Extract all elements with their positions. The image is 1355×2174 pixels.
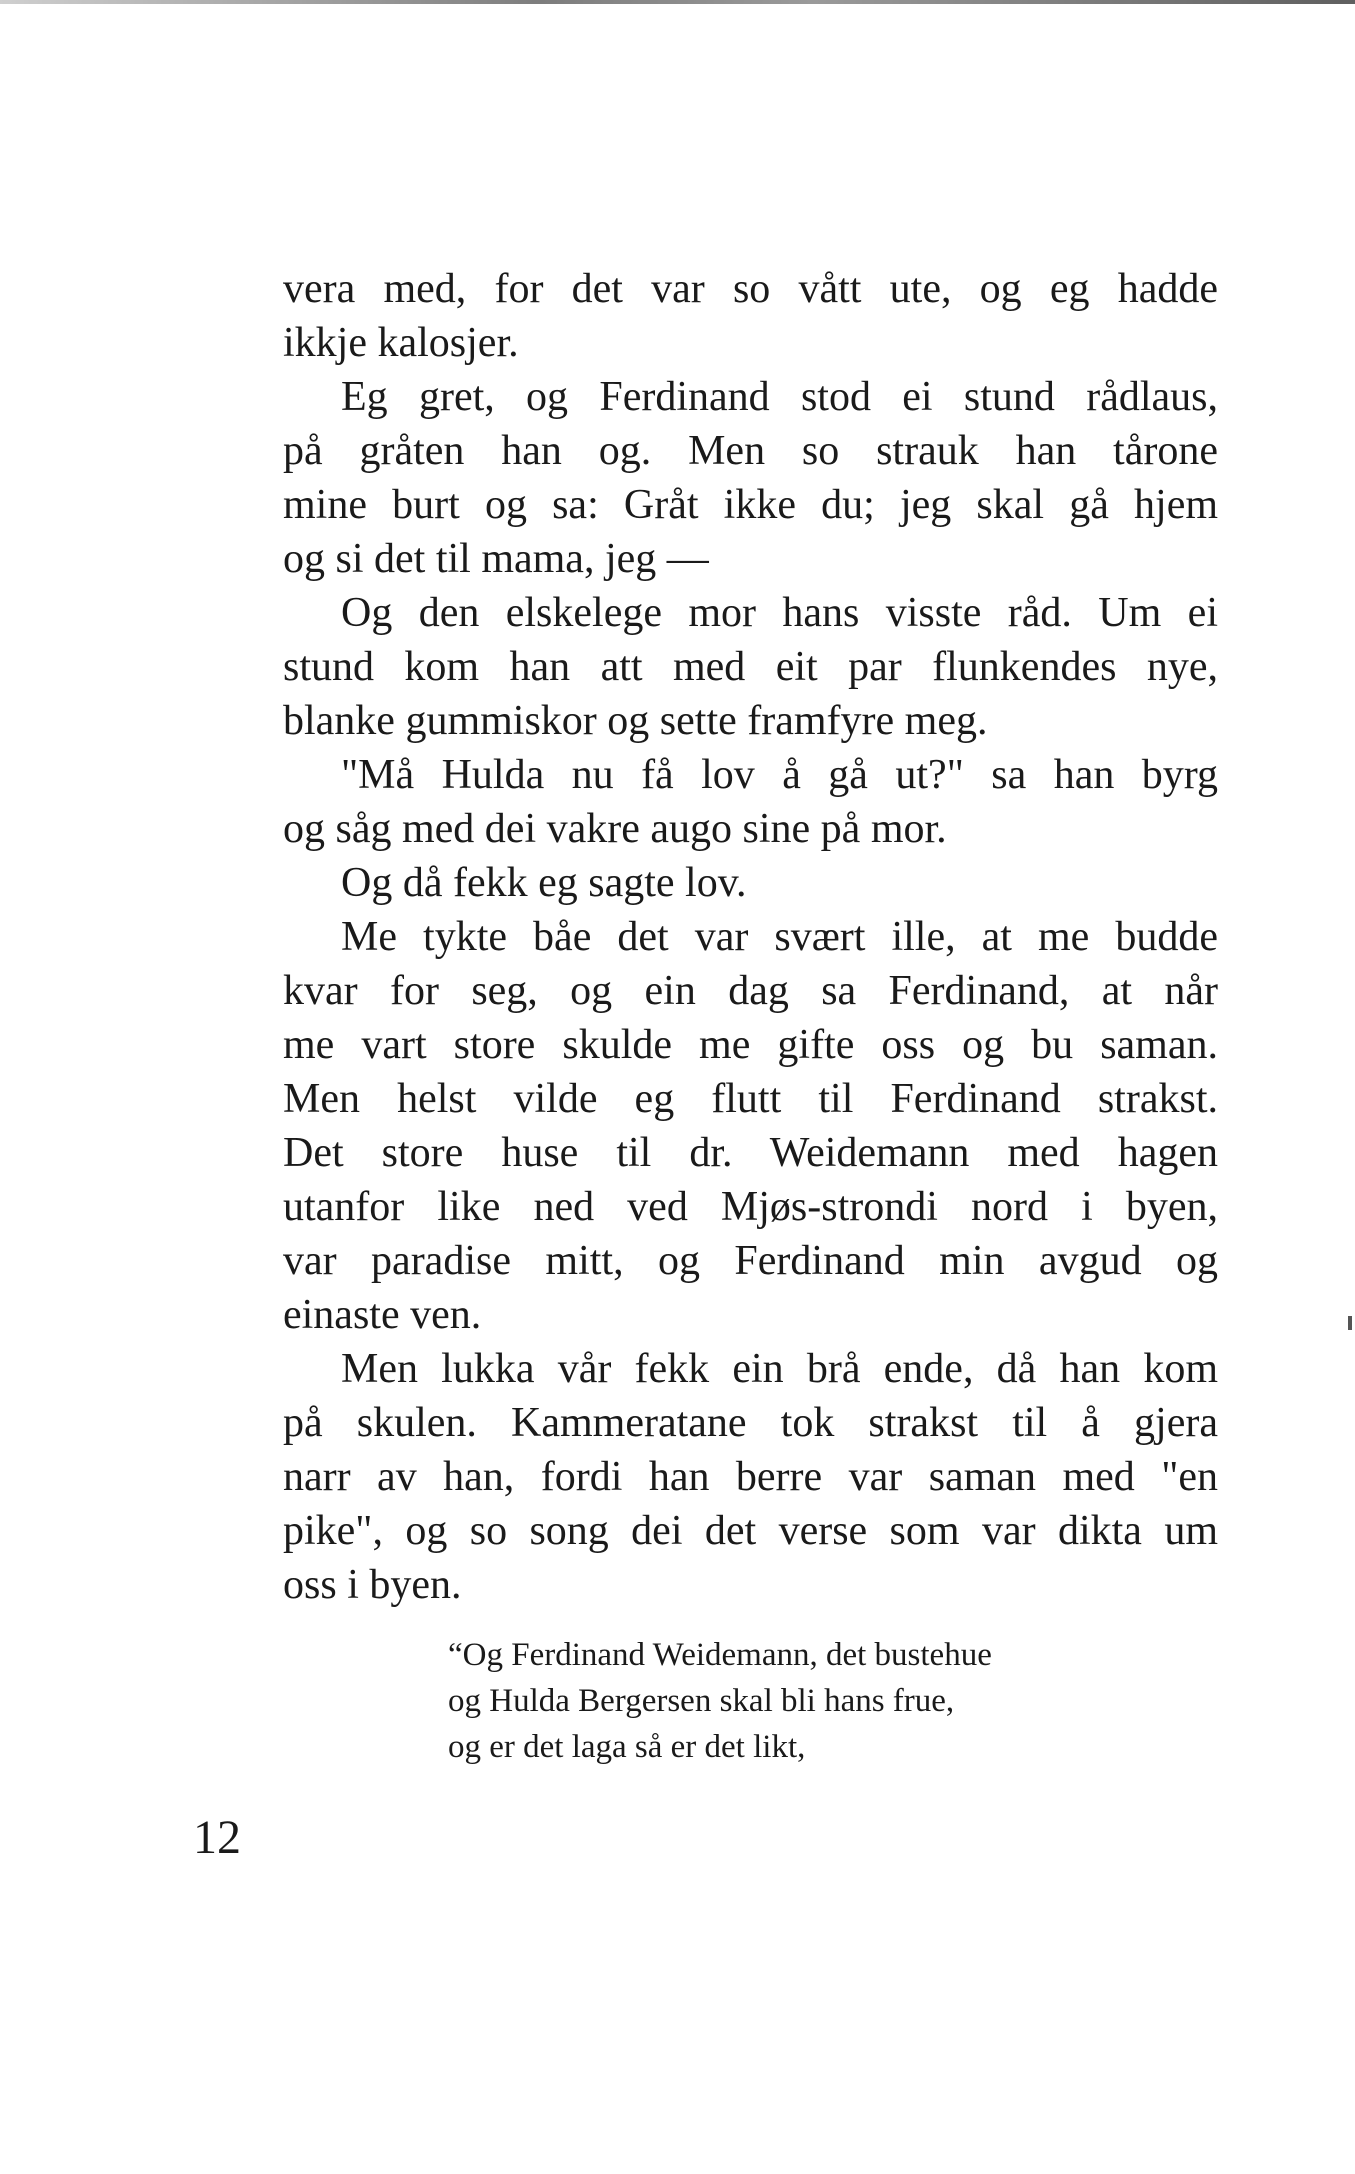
- text-line: einaste ven.: [283, 1292, 482, 1338]
- text-line: på gråten han og. Men so strauk han tårone: [283, 428, 1218, 474]
- text-line: blanke gummiskor og sette framfyre meg.: [283, 698, 988, 744]
- verse-line: og er det laga så er det likt,: [448, 1729, 806, 1765]
- verse-quote: [448, 1632, 1168, 1770]
- text-line: stund kom han att med eit par flunkendes nye,: [283, 644, 1218, 690]
- text-line: mine burt og sa: Gråt ikke du; jeg skal gå hjem: [283, 482, 1218, 528]
- text-line: kvar for seg, og ein dag sa Ferdinand, at når: [283, 968, 1218, 1014]
- verse-line: og Hulda Bergersen skal bli hans frue,: [448, 1683, 955, 1719]
- text-line: var paradise mitt, og Ferdinand min avgud og: [283, 1238, 1218, 1284]
- text-line: Og den elskelege mor hans visste råd. Um ei: [341, 590, 1218, 636]
- text-line: og såg med dei vakre augo sine på mor.: [283, 806, 947, 852]
- text-line: me vart store skulde me gifte oss og bu saman.: [283, 1022, 1218, 1068]
- text-line: narr av han, fordi han berre var saman med "en: [283, 1454, 1218, 1500]
- text-line: "Må Hulda nu få lov å gå ut?" sa han byrg: [341, 752, 1218, 798]
- text-line: Men lukka vår fekk ein brå ende, då han kom: [341, 1346, 1218, 1392]
- text-line: ikkje kalosjer.: [283, 320, 519, 366]
- scan-edge-mark: [1348, 1316, 1352, 1330]
- text-line: Men helst vilde eg flutt til Ferdinand strakst.: [283, 1076, 1218, 1122]
- text-line: vera med, for det var so vått ute, og eg hadde: [283, 266, 1218, 312]
- text-line: Og då fekk eg sagte lov.: [341, 860, 747, 906]
- text-line: på skulen. Kammeratane tok strakst til å gjera: [283, 1400, 1218, 1446]
- text-line: utanfor like ned ved Mjøs-strondi nord i byen,: [283, 1184, 1218, 1230]
- verse-line: “Og Ferdinand Weidemann, det bustehue: [448, 1637, 992, 1673]
- text-line: Det store huse til dr. Weidemann med hagen: [283, 1130, 1218, 1176]
- text-line: og si det til mama, jeg —: [283, 536, 709, 582]
- text-line: Me tykte båe det var svært ille, at me budde: [341, 914, 1218, 960]
- text-line: Eg gret, og Ferdinand stod ei stund rådlaus,: [341, 374, 1218, 420]
- scan-top-edge: [0, 0, 1355, 4]
- page-number: 12: [193, 1811, 241, 1864]
- body-text: [283, 262, 1218, 1612]
- text-line: oss i byen.: [283, 1562, 462, 1608]
- text-line: pike", og so song dei det verse som var dikta um: [283, 1508, 1218, 1554]
